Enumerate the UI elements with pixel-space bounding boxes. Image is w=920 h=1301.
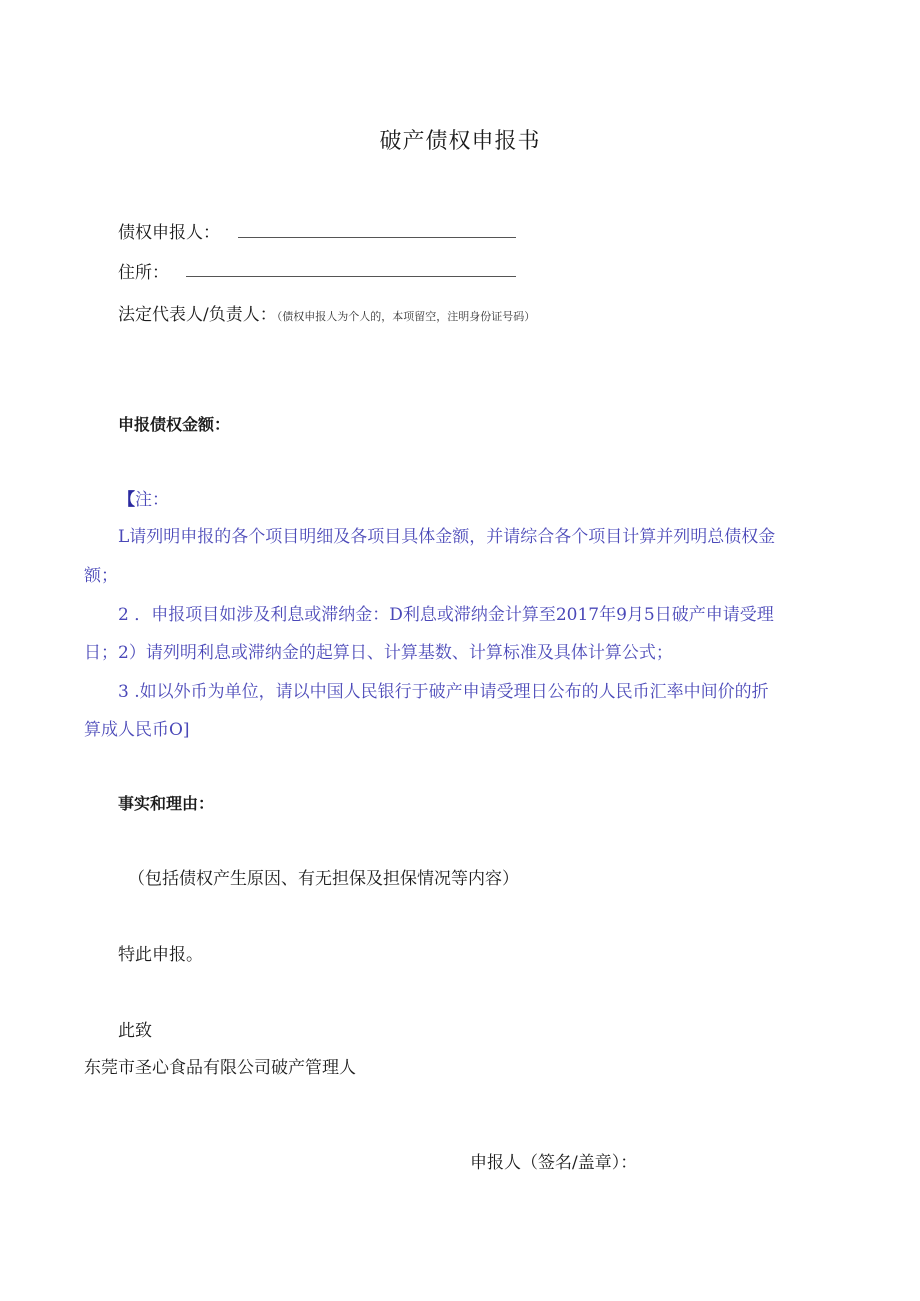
address-row [118,258,169,283]
facts-note: （包括债权产生原因、有无担保及担保情况等内容） [128,869,519,889]
legal-rep-row [118,300,535,325]
note-item-2-line-1: 2 ．申报项目如涉及利息或滞纳金：D利息或滞纳金计算至2017年9月5日破产申请受理 [118,605,774,625]
claimant-label: 债权申报人： [118,223,220,243]
page-title: 破产债权申报书 [379,129,541,154]
legal-rep-note: （债权申报人为个人的，本项留空，注明身份证号码） [276,310,536,323]
signature-label: 申报人（签名/盖章）： [470,1153,638,1173]
claimant-row [118,218,220,243]
recipient: 东莞市圣心食品有限公司破产管理人 [84,1058,356,1078]
notes-label-text: 注： [135,490,169,510]
notes-label [118,485,169,510]
note-item-3-line-1: 3 .如以外币为单位，请以中国人民银行于破产申请受理日公布的人民币汇率中间价的折 [118,682,769,702]
salutation: 此致 [118,1021,152,1041]
legal-rep-label: 法定代表人/负责人： [118,305,277,325]
claimant-underline[interactable] [238,236,516,238]
note-item-1-line-2: 额； [84,566,118,586]
address-label: 住所： [118,263,169,283]
note-item-2-line-2: 日；2）请列明利息或滞纳金的起算日、计算基数、计算标准及具体计算公式； [84,643,673,663]
address-underline[interactable] [186,275,516,277]
note-item-3-line-2: 算成人民币O] [84,720,190,740]
amount-heading: 申报债权金额： [118,415,231,434]
note-item-1-line-1: L请列明申报的各个项目明细及各项目具体金额，并请综合各个项目计算并列明总债权金 [118,527,776,547]
facts-heading: 事实和理由： [118,794,215,813]
closing-text: 特此申报。 [118,945,203,965]
notes-open-bracket: 【 [118,490,135,510]
